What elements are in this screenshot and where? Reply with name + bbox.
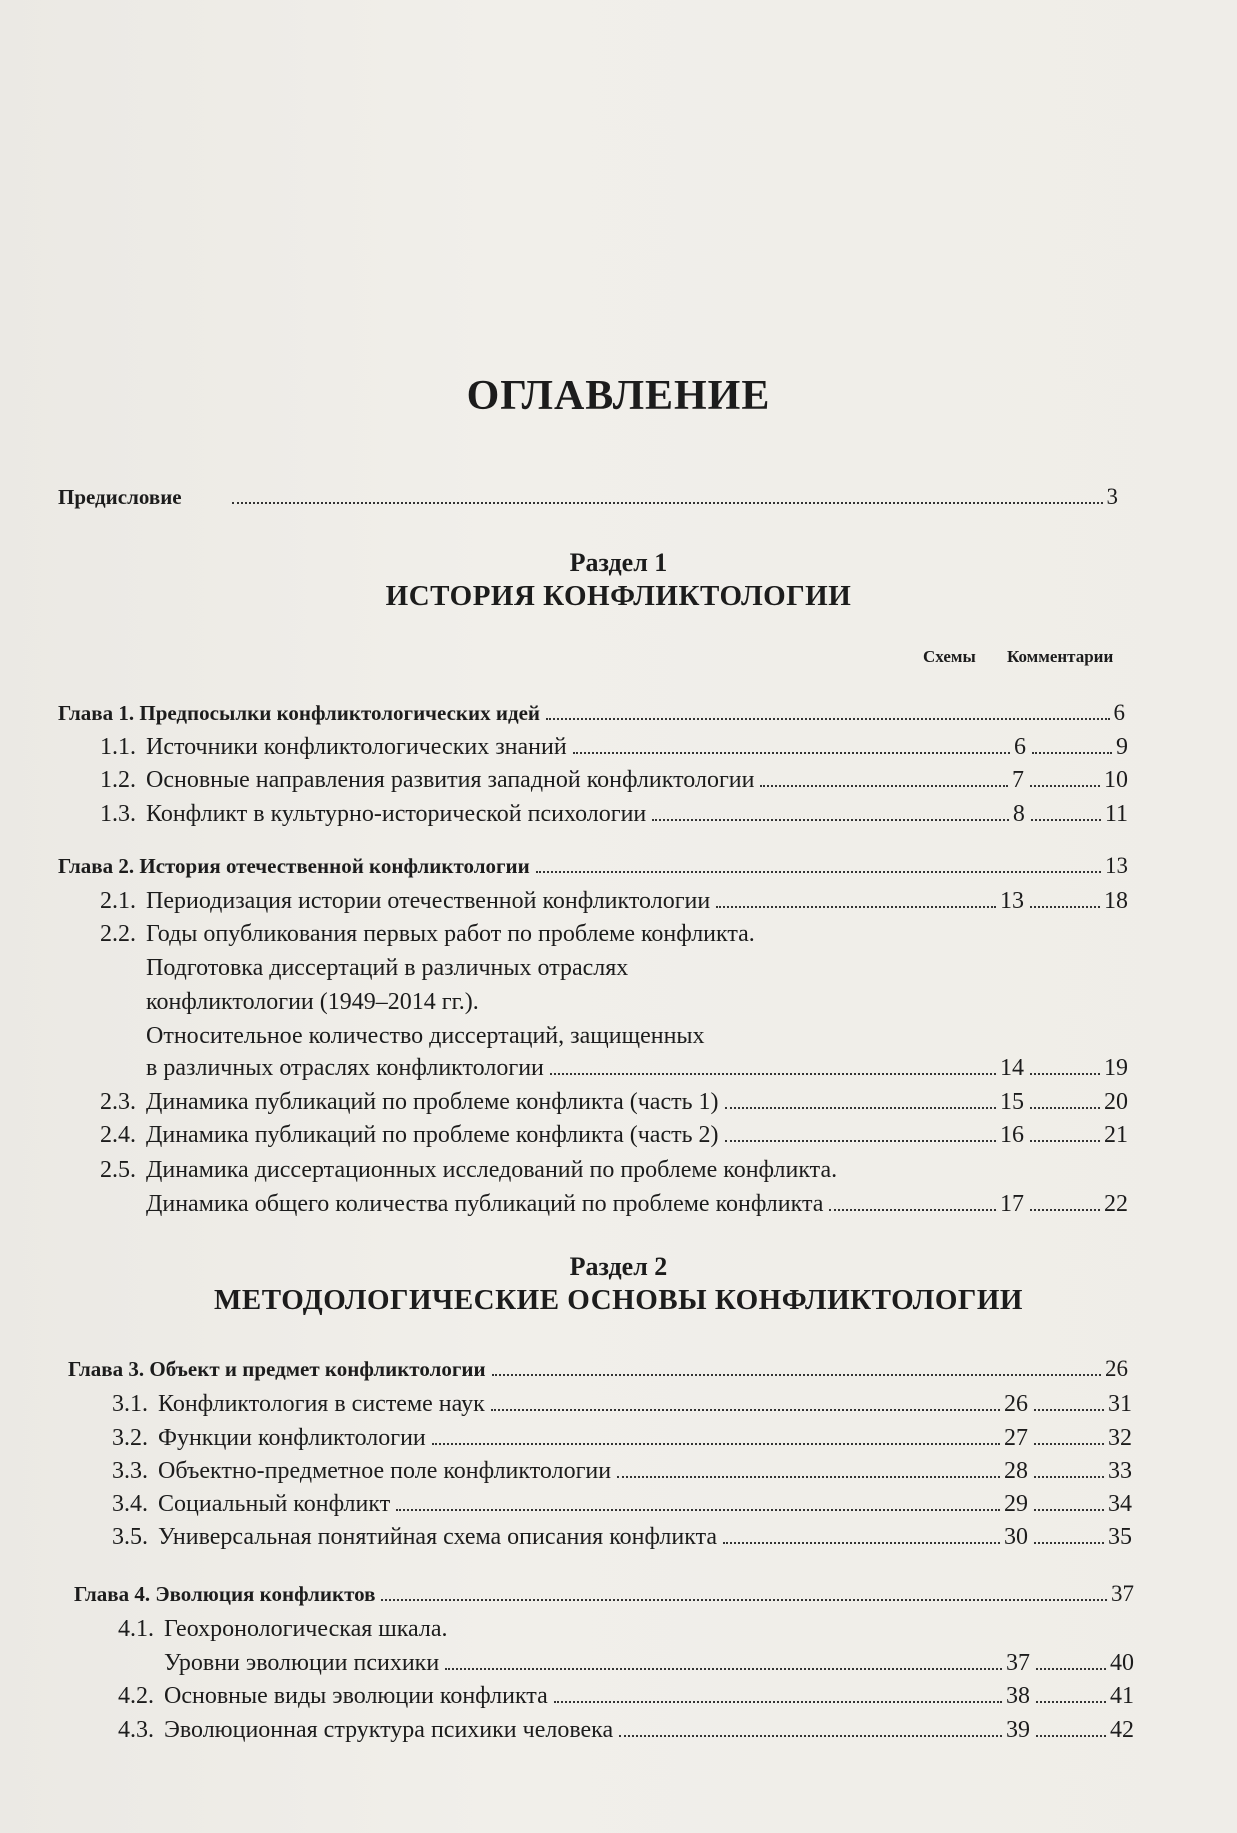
dot-leader (536, 871, 1101, 873)
dot-leader (1036, 1735, 1106, 1737)
dot-leader (573, 752, 1010, 754)
comment-page: 31 (1108, 1391, 1132, 1417)
chapter-2-label: Глава 2. История отечественной конфликтологии (58, 854, 530, 878)
dot-leader (1030, 906, 1100, 908)
toc-item-4-2[interactable] (102, 1683, 1134, 1710)
dot-leader (1030, 1140, 1100, 1142)
item-number: 3.3. (112, 1458, 148, 1484)
dot-leader (652, 819, 1009, 821)
scheme-page: 6 (1014, 734, 1026, 760)
chapter-4-page: 37 (1111, 1581, 1134, 1606)
toc-item-3-4[interactable] (96, 1491, 1132, 1518)
scheme-page: 26 (1004, 1391, 1028, 1417)
toc-item-2-1[interactable] (84, 888, 1128, 915)
section-1-title: ИСТОРИЯ КОНФЛИКТОЛОГИИ (385, 580, 852, 612)
item-number: 1.1. (100, 734, 136, 760)
item-continuation: Относительное количество диссертаций, защищенных (146, 1023, 705, 1049)
dot-leader (1030, 1209, 1100, 1211)
item-title: Годы опубликования первых работ по проблеме конфликта. (146, 921, 755, 947)
item-number: 2.3. (100, 1089, 136, 1115)
scheme-page: 15 (1000, 1089, 1024, 1115)
item-title: Функции конфликтологии (158, 1425, 426, 1451)
toc-chapter-4[interactable] (74, 1581, 1134, 1607)
item-title: Конфликт в культурно-исторической психологии (146, 801, 647, 827)
item-title: Динамика публикаций по проблеме конфликта (часть 2) (146, 1122, 719, 1148)
toc-item-2-5-last-line[interactable] (146, 1191, 1128, 1218)
toc-item-2-4[interactable] (84, 1122, 1128, 1149)
item-title: Источники конфликтологических знаний (146, 734, 567, 760)
toc-item-4-1-last-line[interactable] (164, 1650, 1134, 1677)
comment-page: 40 (1110, 1650, 1134, 1676)
scheme-page: 38 (1006, 1683, 1030, 1709)
item-number: 4.1. (118, 1616, 154, 1642)
scheme-page: 8 (1012, 801, 1025, 827)
item-title: Социальный конфликт (158, 1491, 391, 1517)
item-title: Динамика диссертационных исследований по проблеме конфликта. (146, 1157, 838, 1183)
scheme-page: 7 (1012, 767, 1024, 793)
chapter-3-page: 26 (1105, 1356, 1128, 1381)
dot-leader (619, 1735, 1002, 1737)
item-number: 3.2. (112, 1425, 148, 1451)
comment-page: 42 (1110, 1717, 1134, 1743)
chapter-3-label: Глава 3. Объект и предмет конфликтологии (68, 1357, 486, 1381)
item-number: 1.3. (100, 801, 136, 827)
dot-leader (554, 1701, 1002, 1703)
comment-page: 20 (1104, 1089, 1128, 1115)
item-number: 3.4. (112, 1491, 148, 1517)
toc-item-3-2[interactable] (96, 1425, 1132, 1452)
scheme-page: 37 (1006, 1650, 1030, 1676)
comment-page: 9 (1116, 734, 1128, 760)
bleed-through-texture (40, 60, 1140, 228)
toc-item-1-3[interactable] (84, 801, 1128, 828)
chapter-1-label: Глава 1. Предпосылки конфликтологических идей (58, 701, 541, 725)
comment-page: 10 (1104, 767, 1128, 793)
toc-item-3-3[interactable] (96, 1458, 1132, 1485)
toc-item-1-2[interactable] (84, 767, 1128, 794)
dot-leader (1030, 1073, 1100, 1075)
dot-leader (723, 1542, 1000, 1544)
chapter-1-page: 6 (1113, 700, 1125, 725)
preface-page: 3 (1106, 484, 1118, 509)
dot-leader (1034, 1409, 1104, 1411)
item-title: Динамика публикаций по проблеме конфликта (часть 1) (146, 1089, 719, 1115)
dot-leader (396, 1509, 1000, 1511)
toc-item-2-5[interactable] (84, 1157, 1128, 1184)
toc-item-2-3[interactable] (84, 1089, 1128, 1116)
scheme-page: 13 (1000, 888, 1024, 914)
toc-chapter-3[interactable] (68, 1356, 1128, 1382)
item-title: Периодизация истории отечественной конфликтологии (146, 888, 711, 914)
toc-chapter-2[interactable] (58, 853, 1128, 879)
dot-leader (829, 1209, 996, 1211)
item-number: 1.2. (100, 767, 136, 793)
item-title-last-line: Уровни эволюции психики (164, 1650, 440, 1676)
scheme-page: 16 (1000, 1122, 1024, 1148)
scheme-page: 28 (1004, 1458, 1028, 1484)
scheme-page: 29 (1004, 1491, 1028, 1517)
item-title: Объектно-предметное поле конфликтологии (158, 1458, 612, 1484)
item-continuation: конфликтологии (1949–2014 гг.). (146, 989, 479, 1015)
scheme-page: 27 (1004, 1425, 1028, 1451)
comment-page: 18 (1104, 888, 1128, 914)
dot-leader (725, 1140, 996, 1142)
dot-leader (491, 1409, 1000, 1411)
chapter-4-label: Глава 4. Эволюция конфликтов (74, 1582, 376, 1606)
comment-page: 19 (1104, 1055, 1128, 1081)
toc-item-4-1[interactable] (102, 1616, 1134, 1643)
comment-page: 33 (1108, 1458, 1132, 1484)
section-2-label: Раздел 2 (569, 1252, 668, 1281)
section-2-title: МЕТОДОЛОГИЧЕСКИЕ ОСНОВЫ КОНФЛИКТОЛОГИИ (214, 1284, 1023, 1316)
comment-page: 34 (1108, 1491, 1132, 1517)
item-number: 2.2. (100, 921, 136, 947)
scheme-page: 30 (1004, 1524, 1028, 1550)
item-number: 3.5. (112, 1524, 148, 1550)
toc-item-3-5[interactable] (96, 1524, 1132, 1551)
page-title: ОГЛАВЛЕНИЕ (466, 373, 771, 419)
item-title-last-line: Динамика общего количества публикаций по проблеме конфликта (146, 1191, 824, 1217)
dot-leader (1030, 785, 1100, 787)
dot-leader (617, 1476, 1000, 1478)
item-title: Эволюционная структура психики человека (164, 1717, 614, 1743)
dot-leader (445, 1668, 1002, 1670)
preface-label: Предисловие (58, 485, 182, 509)
comment-page: 11 (1104, 801, 1128, 827)
dot-leader (716, 906, 996, 908)
column-header-comments: Комментарии (1007, 647, 1114, 666)
toc-chapter-1[interactable] (58, 700, 1125, 726)
dot-leader (725, 1107, 996, 1109)
dot-leader (546, 718, 1109, 720)
item-continuation: Подготовка диссертаций в различных отраслях (146, 955, 629, 981)
item-title: Геохронологическая шкала. (164, 1616, 448, 1642)
dot-leader (1036, 1668, 1106, 1670)
item-title: Основные виды эволюции конфликта (164, 1683, 548, 1709)
dot-leader (1036, 1701, 1106, 1703)
dot-leader (432, 1443, 1000, 1445)
dot-leader (1034, 1542, 1104, 1544)
comment-page: 21 (1104, 1122, 1128, 1148)
toc-item-1-1[interactable] (84, 734, 1128, 761)
item-number: 4.2. (118, 1683, 154, 1709)
column-header-schemes: Схемы (923, 647, 976, 666)
item-number: 4.3. (118, 1717, 154, 1743)
dot-leader (1031, 819, 1101, 821)
item-title: Универсальная понятийная схема описания конфликта (158, 1524, 718, 1550)
toc-item-2-2[interactable] (84, 921, 1128, 948)
comment-page: 41 (1110, 1683, 1134, 1709)
toc-preface[interactable] (58, 484, 1118, 510)
item-number: 2.4. (100, 1122, 136, 1148)
comment-page: 32 (1108, 1425, 1132, 1451)
item-number: 3.1. (112, 1391, 148, 1417)
item-title: Конфликтология в системе наук (158, 1391, 485, 1417)
scheme-page: 14 (1000, 1055, 1024, 1081)
toc-item-2-2-last-line[interactable] (146, 1055, 1128, 1082)
toc-item-3-1[interactable] (96, 1391, 1132, 1418)
toc-item-4-3[interactable] (102, 1717, 1134, 1744)
item-title-last-line: в различных отраслях конфликтологии (146, 1055, 544, 1081)
comment-page: 22 (1104, 1191, 1128, 1217)
dot-leader (1034, 1509, 1104, 1511)
dot-leader (1032, 752, 1112, 754)
chapter-2-page: 13 (1105, 853, 1128, 878)
dot-leader (1034, 1443, 1104, 1445)
dot-leader (1030, 1107, 1100, 1109)
dot-leader (1034, 1476, 1104, 1478)
item-number: 2.5. (100, 1157, 136, 1183)
scheme-page: 17 (1000, 1191, 1024, 1217)
dot-leader (232, 502, 1103, 504)
dot-leader (550, 1073, 996, 1075)
item-number: 2.1. (100, 888, 136, 914)
scheme-page: 39 (1006, 1717, 1030, 1743)
comment-page: 35 (1108, 1524, 1132, 1550)
dot-leader (760, 785, 1008, 787)
dot-leader (381, 1599, 1107, 1601)
dot-leader (492, 1374, 1101, 1376)
section-1-label: Раздел 1 (569, 548, 668, 577)
item-title: Основные направления развития западной конфликтологии (146, 767, 755, 793)
